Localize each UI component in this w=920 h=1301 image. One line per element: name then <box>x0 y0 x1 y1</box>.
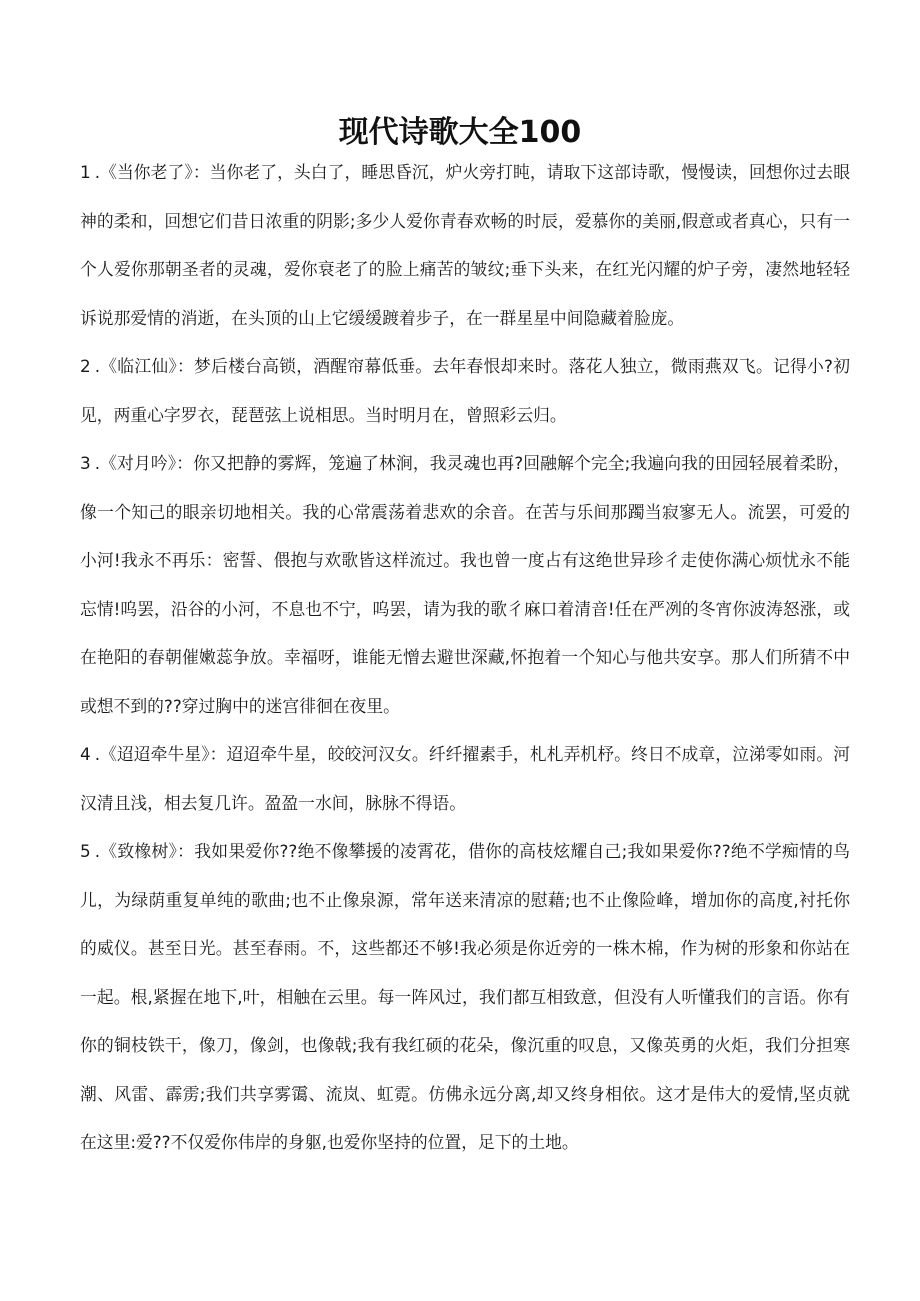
poem-item <box>80 439 850 730</box>
poem-text: .《当你老了》：当你老了，头白了，睡思昏沉，炉火旁打盹，请取下这部诗歌，慢慢读，回想你过去眼神的柔和，回想它们昔日浓重的阴影;多少人爱你青春欢畅的时辰，爱慕你的美丽,假意或者真心，只有一个人爱你那朝圣者的灵魂，爱你衰老了的脸上痛苦的皱纹;垂下头来，在红光闪耀的炉子旁，凄然地轻轻诉说那爱情的消逝，在头顶的山上它缓缓踱着步子，在一群星星中间隐藏着脸庞。 <box>80 162 850 328</box>
poem-number: 4 <box>80 744 91 764</box>
poem-text: .《致橡树》：我如果爱你??绝不像攀援的凌霄花，借你的高枝炫耀自己;我如果爱你??绝不学痴情的鸟儿，为绿荫重复单纯的歌曲;也不止像泉源，常年送来清凉的慰藉;也不止像险峰，增加你的高度,衬托你的威仪。甚至日光。甚至春雨。不，这些都还不够!我必须是你近旁的一株木棉，作为树的形象和你站在一起。根,紧握在地下,叶，相触在云里。每一阵风过，我们都互相致意，但没有人听懂我们的言语。你有你的铜枝铁干，像刀，像剑，也像戟;我有我红硕的花朵，像沉重的叹息，又像英勇的火炬，我们分担寒潮、风雷、霹雳;我们共享雾霭、流岚、虹霓。仿佛永远分离,却又终身相依。这才是伟大的爱情,坚贞就在这里:爱??不仅爱你伟岸的身躯,也爱你坚持的位置，足下的土地。 <box>80 841 850 1152</box>
poem-text: .《临江仙》：梦后楼台高锁，酒醒帘幕低垂。去年春恨却来时。落花人独立，微雨燕双飞。记得小?初见，两重心字罗衣，琵琶弦上说相思。当时明月在，曾照彩云归。 <box>80 356 850 425</box>
poem-text: .《对月吟》：你又把静的雾辉，笼遍了林涧，我灵魂也再?回融解个完全;我遍向我的田园轻展着柔盼，像一个知己的眼亲切地相关。我的心常震荡着悲欢的余音。在苦与乐间那躅当寂寥无人。流罢，可爱的小河!我永不再乐：密誓、偎抱与欢歌皆这样流过。我也曾一度占有这绝世异珍彳走使你满心烦忧永不能忘情!呜罢，沿谷的小河，不息也不宁，呜罢，请为我的歌彳麻口着清音!任在严冽的冬宵你波涛怒涨，或在艳阳的春朝催嫩蕊争放。幸福呀，谁能无憎去避世深藏,怀抱着一个知心与他共安享。那人们所猜不中或想不到的??穿过胸中的迷宫徘徊在夜里。 <box>80 453 850 716</box>
poem-number: 5 <box>80 841 91 861</box>
poem-item <box>80 148 850 342</box>
page-title: 现代诗歌大全100 <box>338 115 582 150</box>
poem-text: .《迢迢牵牛星》：迢迢牵牛星，皎皎河汉女。纤纤擢素手，札札弄机杼。终日不成章，泣涕零如雨。河汉清且浅，相去复几许。盈盈一水间，脉脉不得语。 <box>80 744 850 813</box>
poem-list <box>80 148 850 1167</box>
poem-item <box>80 342 850 439</box>
poem-number: 3 <box>80 453 91 473</box>
poem-item <box>80 827 850 1167</box>
poem-number: 1 <box>80 162 91 182</box>
poem-number: 2 <box>80 356 91 376</box>
poem-item <box>80 730 850 827</box>
